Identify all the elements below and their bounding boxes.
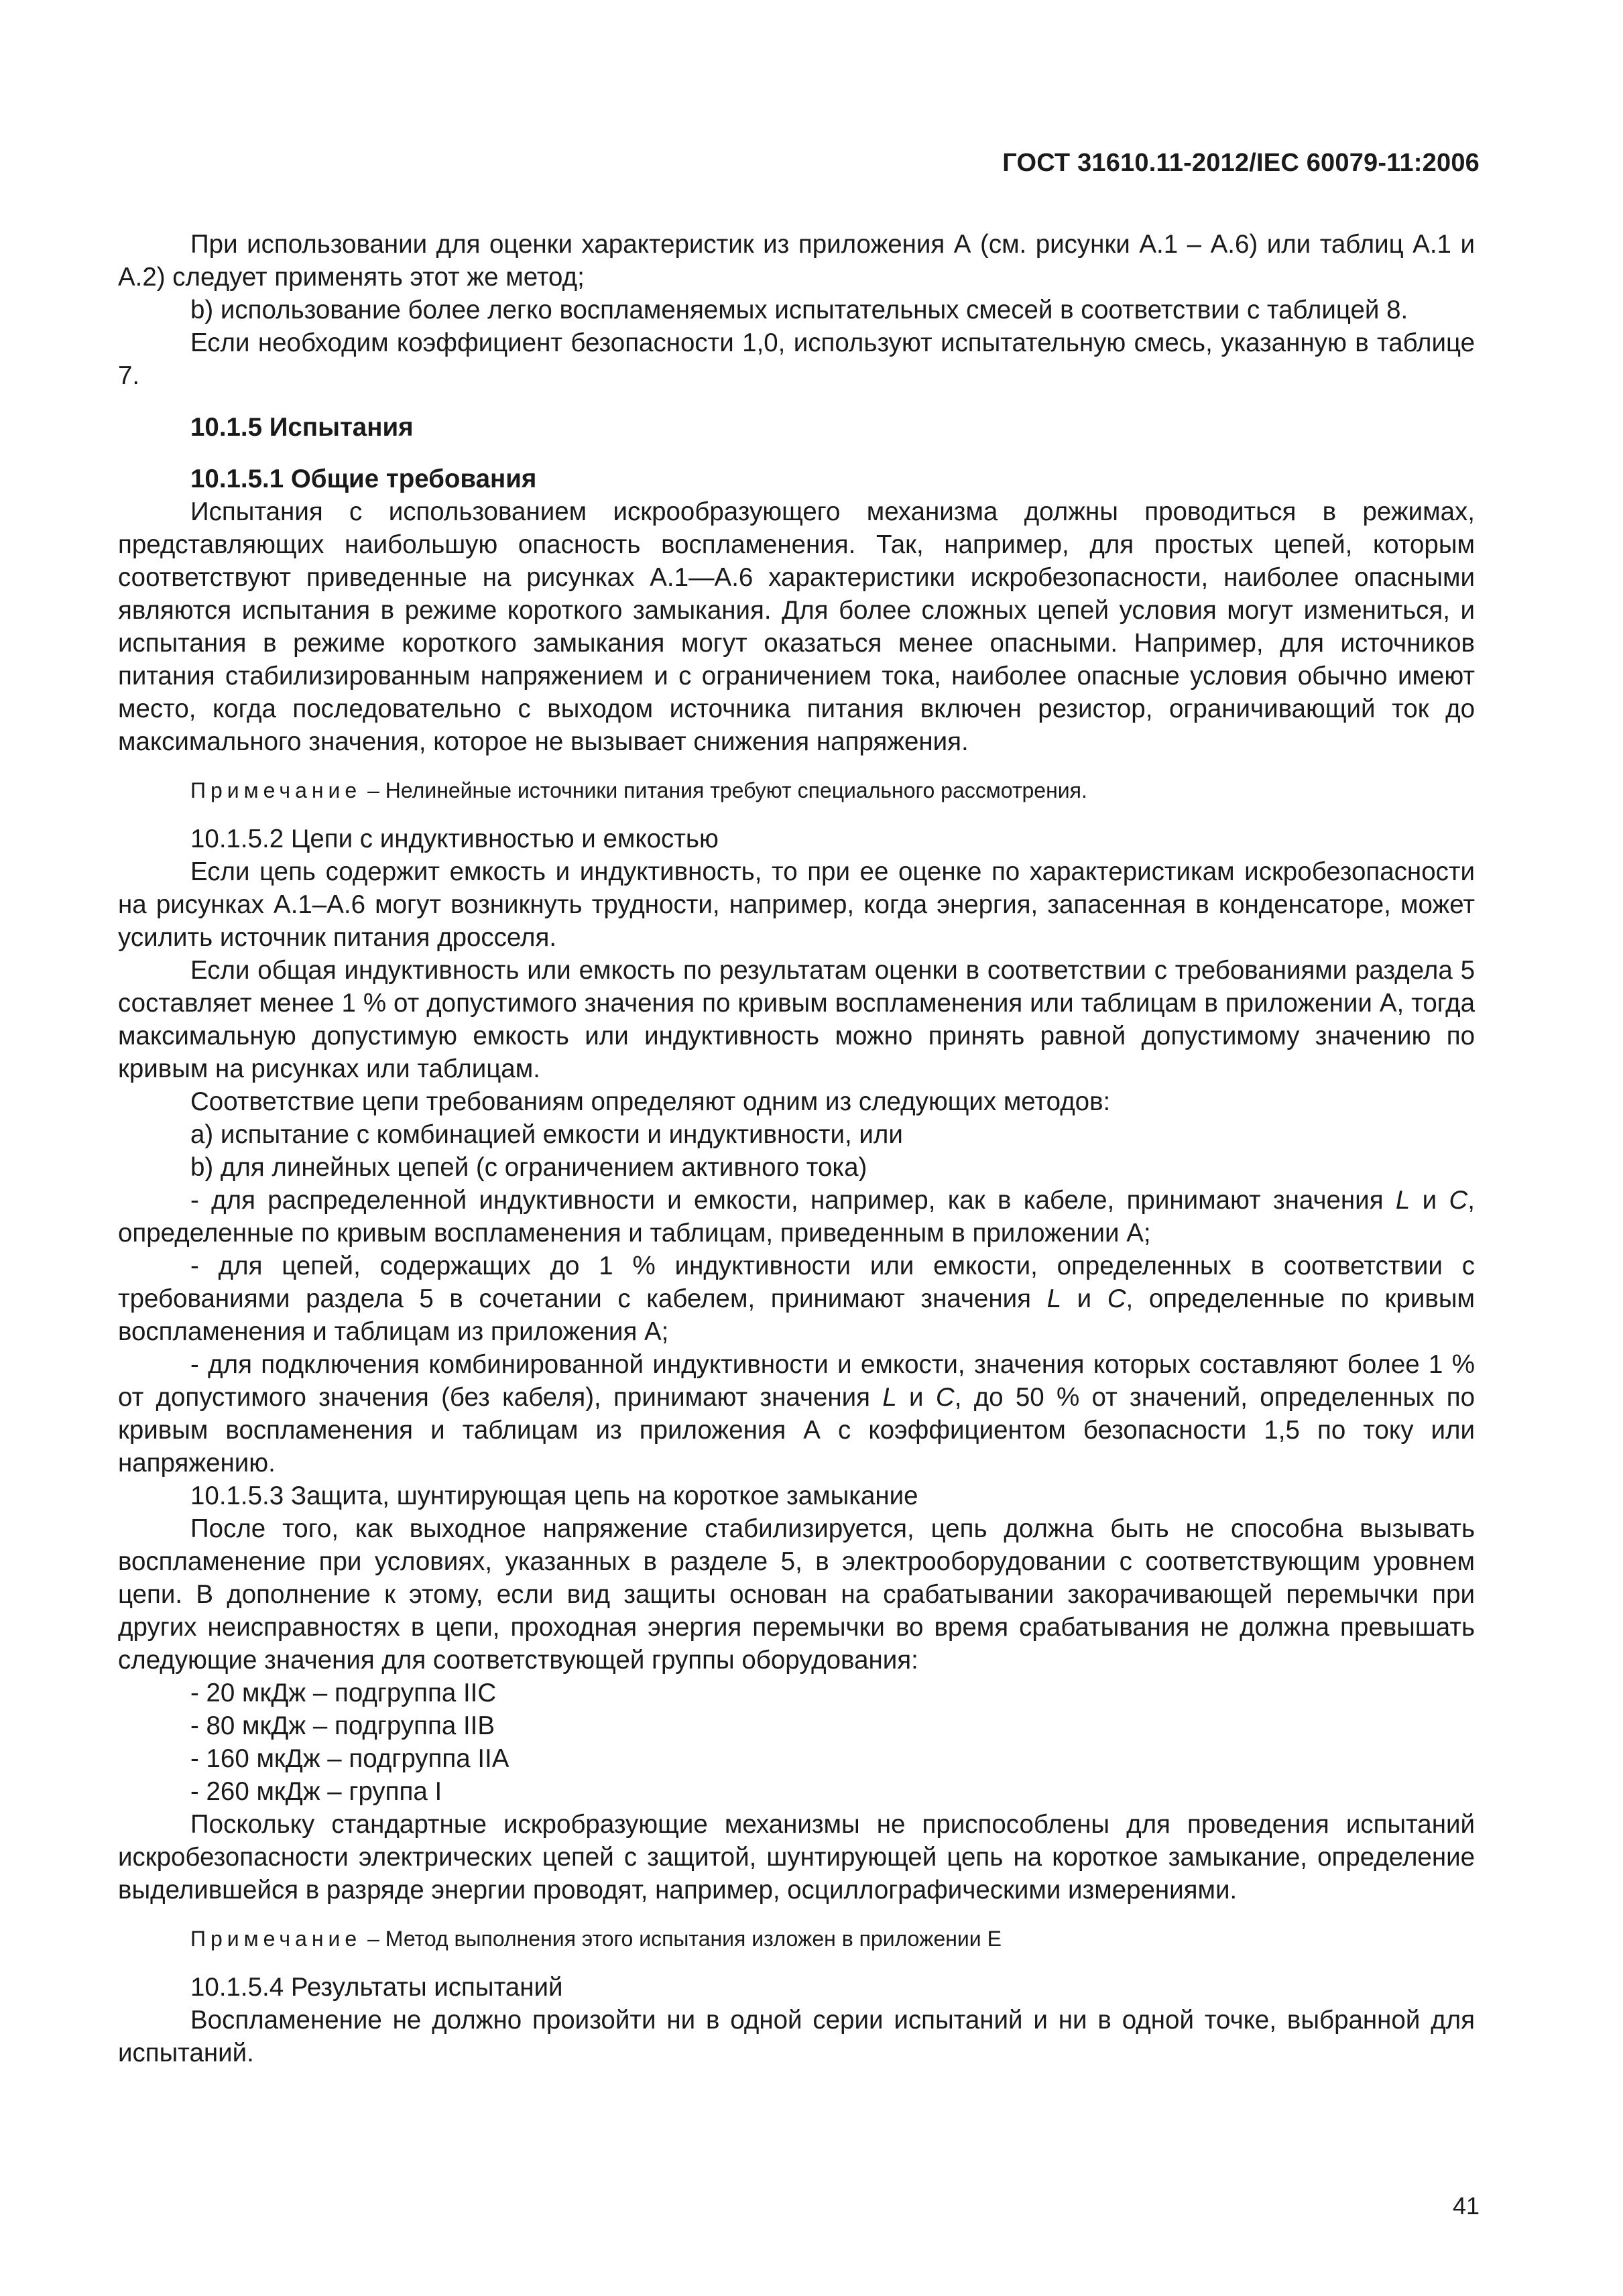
text-run: и — [1061, 1284, 1107, 1313]
paragraph: а) испытание с комбинацией емкости и индуктивности, или — [190, 1120, 903, 1149]
paragraph — [118, 1184, 1475, 1250]
symbol-c: C — [935, 1383, 955, 1412]
text-run: и — [1410, 1186, 1449, 1215]
note-text: – Нелинейные источники питания требуют специального рассмотрения. — [361, 778, 1087, 802]
note-label: Примечание — [190, 778, 362, 802]
text-run: - для распределенной индуктивности и емкости, например, как в кабеле, принимают значения — [190, 1186, 1396, 1215]
symbol-c: C — [1449, 1186, 1468, 1215]
text-run: , определенные по кривым воспламенения и таблицам из приложения А; — [118, 1284, 1475, 1346]
subsection-title: 10.1.5.4 Результаты испытаний — [190, 1973, 563, 2002]
paragraph: b) для линейных цепей (с ограничением активного тока) — [190, 1153, 867, 1182]
note-text: – Метод выполнения этого испытания изложен в приложении Е — [361, 1927, 1002, 1951]
document-body — [118, 228, 1475, 2069]
subsection-heading: 10.1.5.1 Общие требования — [190, 465, 537, 493]
paragraph: b) использование более легко воспламеняемых испытательных смесей в соответствии с таблицей 8. — [190, 296, 1408, 324]
text-run: - для подключения комбинированной индуктивности и емкости, значения которых составляют более 1 % от допустимого значения (без кабеля), принимают значения — [118, 1350, 1475, 1412]
paragraph — [118, 1250, 1475, 1348]
list-item: - 260 мкДж – группа I — [190, 1777, 442, 1806]
paragraph — [118, 1348, 1475, 1479]
paragraph: При использовании для оценки характеристик из приложения А (см. рисунки А.1 – А.6) или таблиц А.1 и А.2) следует применять этот же метод; — [118, 230, 1475, 292]
paragraph: Соответствие цепи требованиям определяют одним из следующих методов: — [190, 1087, 1111, 1116]
symbol-l: L — [1046, 1284, 1062, 1313]
note — [118, 776, 1475, 805]
paragraph: Если общая индуктивность или емкость по результатам оценки в соответствии с требованиями раздела 5 составляет менее 1 % от допустимого значения по кривым воспламенения или таблицам в приложении А, тогда максимальную допустимую емкость или индуктивность можно принять равной допустимому значению по кривым на рисунках или таблицам. — [118, 956, 1475, 1083]
symbol-l: L — [1395, 1186, 1410, 1215]
list-item: - 20 мкДж – подгруппа IIC — [190, 1679, 497, 1707]
text-run: , до 50 % от значений, определенных по кривым воспламенения и таблицам из приложения А с коэффициентом безопасности 1,5 по току или напряжению. — [118, 1383, 1476, 1477]
page-number: 41 — [1452, 2192, 1480, 2220]
list-item: - 80 мкДж – подгруппа IIB — [190, 1711, 495, 1740]
paragraph: Испытания с использованием искрообразующего механизма должны проводиться в режимах, представляющих наибольшую опасность воспламенения. Так, например, для простых цепей, которым соответствуют приведенные на рисунках А.1—А.6 характеристики искробезопасности, наиболее опасными являются испытания в режиме короткого замыкания. Для более сложных цепей условия могут измениться, и испытания в режиме короткого замыкания могут оказаться менее опасными. Например, для источников питания стабилизированным напряжением и с ограничением тока, наиболее опасные условия обычно имеют место, когда последовательно с выходом источника питания включен резистор, ограничивающий ток до максимального значения, которое не вызывает снижения напряжения. — [118, 497, 1475, 756]
text-run: - для цепей, содержащих до 1 % индуктивности или емкости, определенных в соответствии с требованиями раздела 5 в сочетании с кабелем, принимают значения — [118, 1252, 1475, 1313]
paragraph: После того, как выходное напряжение стабилизируется, цепь должна быть не способна вызывать воспламенение при условиях, указанных в разделе 5, в электрооборудовании с соответствующим уровнем цепи. В дополнение к этому, если вид защиты основан на срабатывании закорачивающей перемычки при других неисправностях в цепи, проходная энергия перемычки во время срабатывания не должна превышать следующие значения для соответствующей группы оборудования: — [118, 1514, 1475, 1675]
text-run: , определенные по кривым воспламенения и таблицам, приведенным в приложении А; — [118, 1186, 1475, 1248]
subsection-title: 10.1.5.3 Защита, шунтирующая цепь на короткое замыкание — [190, 1482, 918, 1510]
symbol-l: L — [882, 1383, 897, 1412]
paragraph: Если необходим коэффициент безопасности 1,0, используют испытательную смесь, указанную в таблице 7. — [118, 328, 1475, 390]
section-heading: 10.1.5 Испытания — [190, 413, 414, 442]
document-header: ГОСТ 31610.11-2012/IEC 60079-11:2006 — [1002, 149, 1480, 177]
text-run: и — [896, 1383, 936, 1412]
paragraph: Если цепь содержит емкость и индуктивность, то при ее оценке по характеристикам искробезопасности на рисунках А.1–А.6 могут возникнуть трудности, например, когда энергия, запасенная в конденсаторе, может усилить источник питания дросселя. — [118, 857, 1475, 952]
note — [118, 1924, 1475, 1953]
paragraph: Поскольку стандартные искробразующие механизмы не приспособлены для проведения испытаний искробезопасности электрических цепей с защитой, шунтирующей цепь на короткое замыкание, определение выделившейся в разряде энергии проводят, например, осциллографическими измерениями. — [118, 1810, 1475, 1905]
paragraph: Воспламенение не должно произойти ни в одной серии испытаний и ни в одной точке, выбранной для испытаний. — [118, 2006, 1475, 2067]
symbol-c: C — [1107, 1284, 1126, 1313]
note-label: Примечание — [190, 1927, 362, 1951]
list-item: - 160 мкДж – подгруппа IIA — [190, 1744, 509, 1773]
subsection-title: 10.1.5.2 Цепи с индуктивностью и емкостью — [190, 825, 719, 853]
